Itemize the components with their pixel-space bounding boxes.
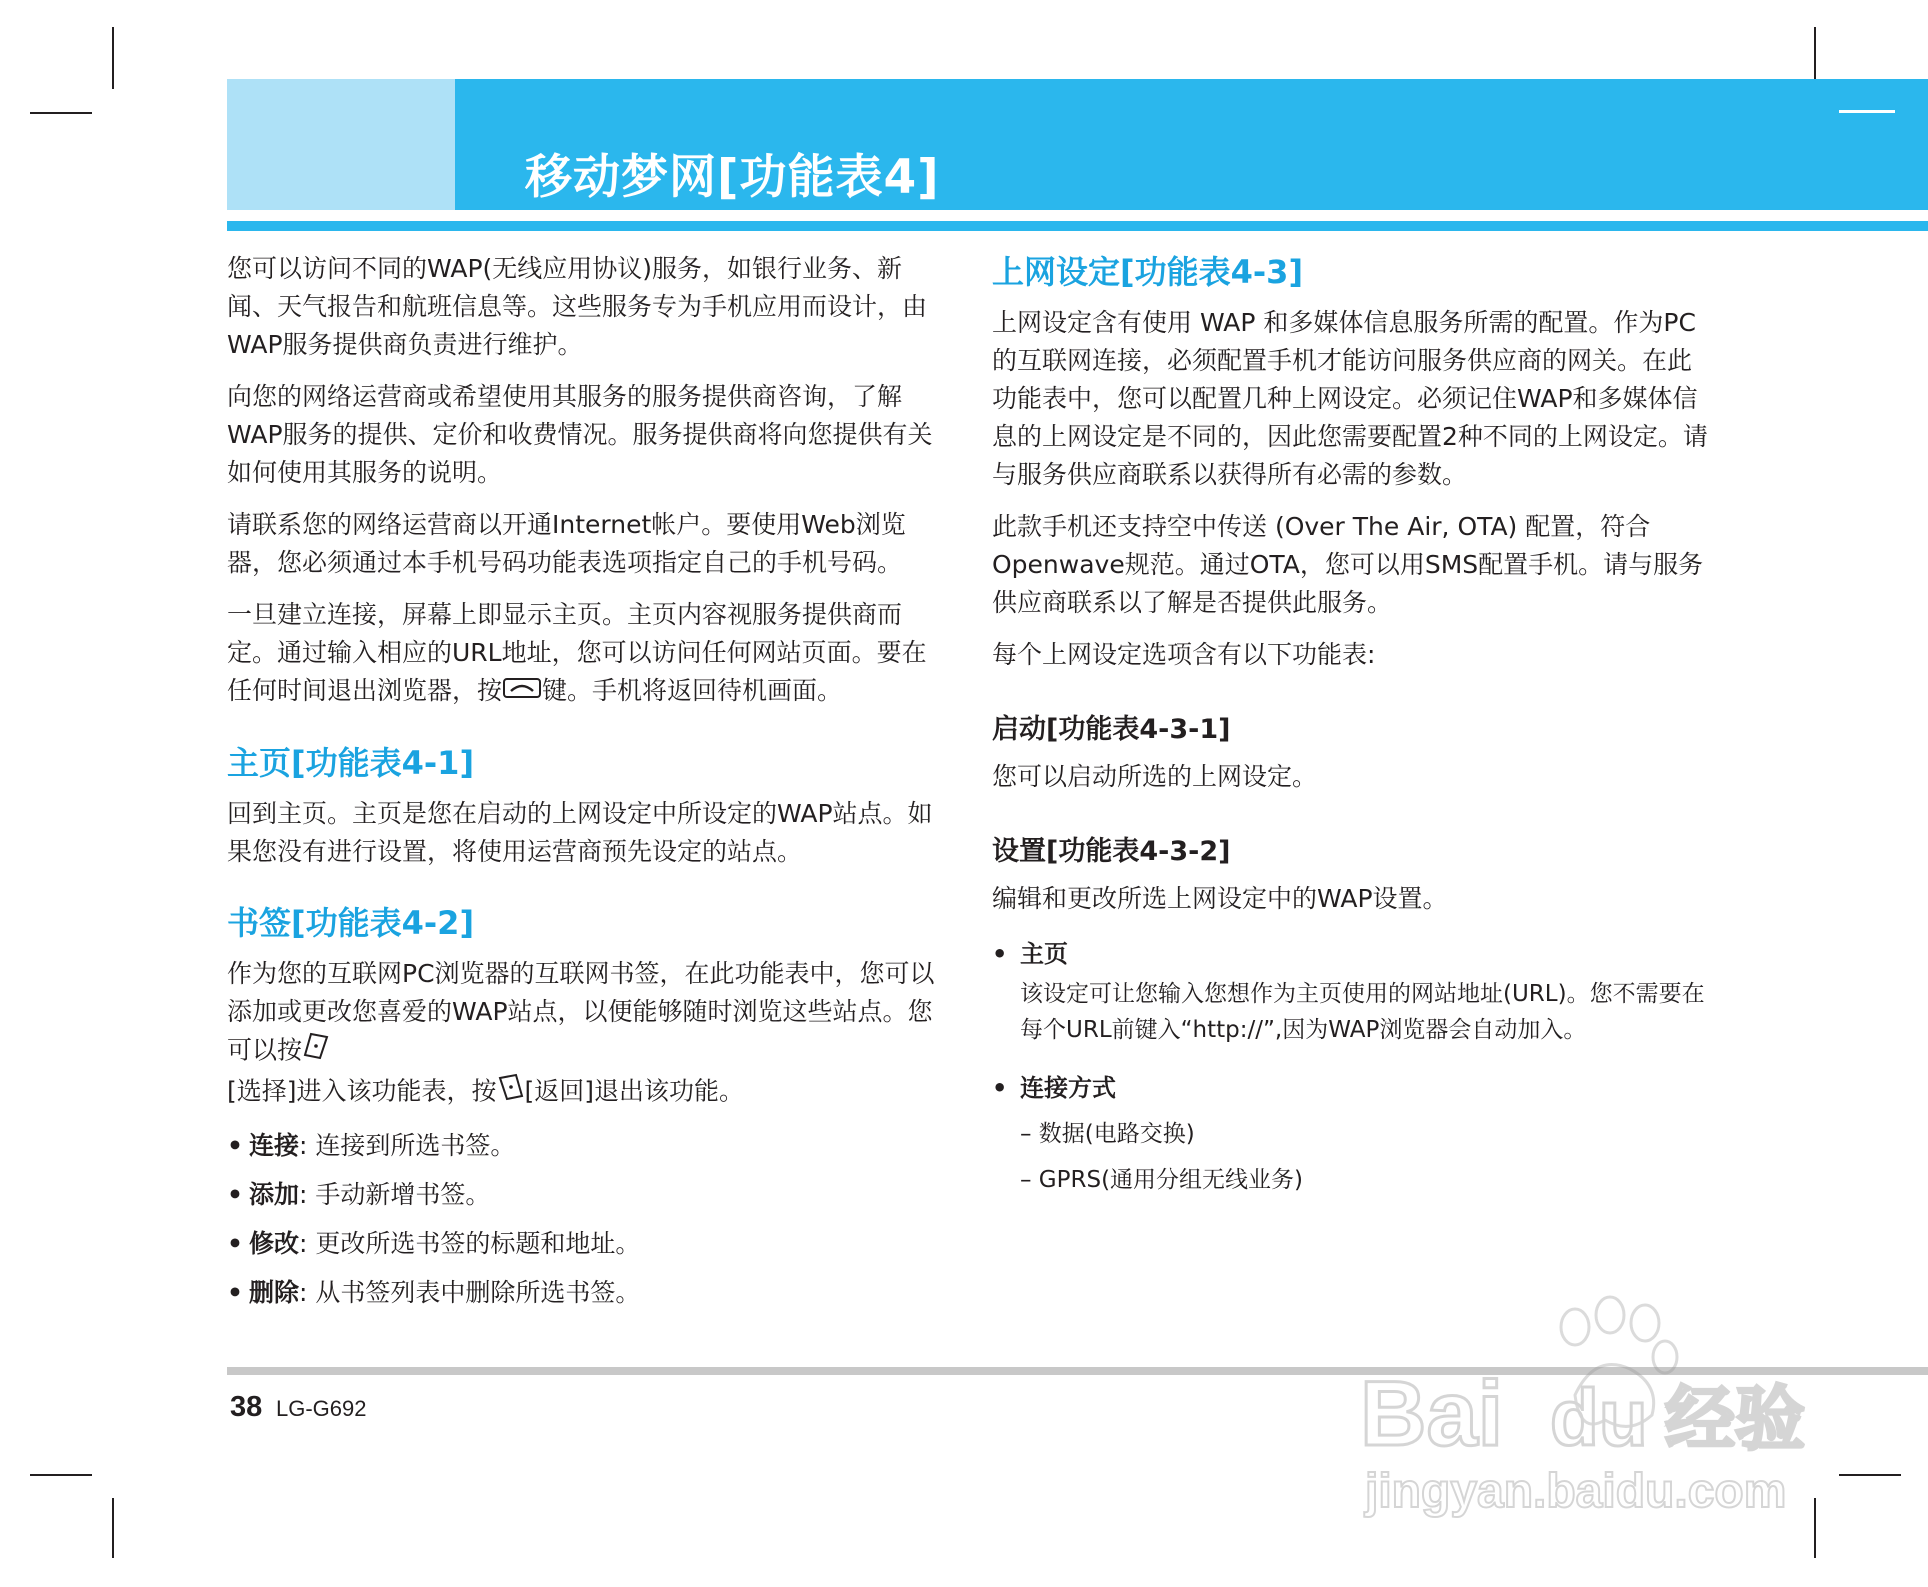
home-text: 回到主页。主页是您在启动的上网设定中所设定的WAP站点。如果您没有进行设置，将使用运营商预先设定的站点。 — [227, 799, 933, 866]
crop-mark — [1839, 1474, 1901, 1476]
text-segment: 键。手机将返回待机画面。 — [542, 676, 843, 705]
option-text: : 更改所选书签的标题和地址。 — [299, 1229, 641, 1258]
text-segment: [返回]退出该功能。 — [524, 1076, 745, 1106]
bullet-icon: • — [992, 1074, 1008, 1102]
watermark-cn: 经验 — [1665, 1378, 1805, 1460]
bullet-icon: • — [227, 1278, 243, 1307]
right-softkey-icon — [497, 1072, 525, 1113]
option-title — [992, 936, 1712, 972]
bullet-icon: • — [227, 1229, 243, 1258]
connection-item: – 数据(电路交换) — [1020, 1121, 1195, 1147]
text-segment: [选择]进入该功能表，按 — [227, 1076, 497, 1106]
option-title-text: 主页 — [1020, 940, 1068, 968]
bullet-icon: • — [227, 1131, 243, 1160]
crop-mark — [112, 1498, 114, 1558]
settings-paragraph-3: 每个上网设定选项含有以下功能表: — [992, 640, 1376, 669]
end-key-icon — [502, 673, 542, 711]
watermark-brand-2: du — [1550, 1373, 1648, 1462]
page-title: 移动梦网[功能表4] — [525, 150, 940, 205]
bookmark-heading: 书签[功能表4-2] — [227, 904, 475, 942]
option-home — [992, 936, 1712, 1048]
configure-heading: 设置[功能表4-3-2] — [992, 836, 1231, 867]
list-item — [227, 1176, 937, 1214]
page-number: 38 — [230, 1391, 263, 1423]
option-label: 添加 — [249, 1180, 300, 1209]
start-heading: 启动[功能表4-3-1] — [992, 714, 1231, 745]
baidu-watermark — [1360, 1285, 1830, 1525]
watermark-url: jingyan.baidu.com — [1365, 1465, 1787, 1518]
option-text: : 连接到所选书签。 — [299, 1131, 516, 1160]
home-heading: 主页[功能表4-1] — [227, 744, 475, 782]
settings-paragraph-1: 上网设定含有使用 WAP 和多媒体信息服务所需的配置。作为PC的互联网连接，必须配置手机才能访问服务供应商的网关。在此功能表中，您可以配置几种上网设定。必须记住WAP和多媒体信息的上网设定是不同的，因此您需要配置2种不同的上网设定。请与服务供应商联系以获得所有必需的参数。 — [992, 308, 1708, 489]
text-segment: 一旦建立连接，屏幕上即显示主页。主页内容视服务提供商而定。通过输入相应的URL地址，您可以访问任何网站页面。要在任何时间退出浏览器，按 — [227, 600, 927, 705]
right-column — [992, 250, 1712, 1198]
option-title-text: 连接方式 — [1020, 1074, 1116, 1102]
text-segment: 作为您的互联网PC浏览器的互联网书签，在此功能表中，您可以添加或更改您喜爱的WAP站点，以便能够随时浏览这些站点。您可以按 — [227, 959, 935, 1065]
bullet-icon: • — [227, 1180, 243, 1209]
bookmark-text — [227, 955, 937, 1113]
option-label: 连接 — [249, 1131, 300, 1160]
crop-mark — [30, 1474, 92, 1476]
intro-paragraph-2: 向您的网络运营商或希望使用其服务的服务提供商咨询，了解WAP服务的提供、定价和收费情况。服务提供商将向您提供有关如何使用其服务的说明。 — [227, 382, 933, 487]
left-column — [227, 250, 937, 1323]
model-name: LG-G692 — [276, 1396, 367, 1421]
crop-mark — [112, 27, 114, 89]
option-title — [992, 1070, 1712, 1106]
bookmark-options-list — [227, 1127, 937, 1312]
option-text: : 手动新增书签。 — [299, 1180, 491, 1209]
configure-text: 编辑和更改所选上网设定中的WAP设置。 — [992, 884, 1448, 913]
list-item — [227, 1274, 937, 1312]
connection-item: – GPRS(通用分组无线业务) — [1020, 1167, 1304, 1193]
option-connection — [992, 1070, 1712, 1198]
option-label: 删除 — [249, 1278, 300, 1307]
intro-paragraph-1: 您可以访问不同的WAP(无线应用协议)服务，如银行业务、新闻、天气报告和航班信息等。这些服务专为手机应用而设计，由WAP服务提供商负责进行维护。 — [227, 254, 928, 359]
option-text: : 从书签列表中删除所选书签。 — [299, 1278, 641, 1307]
option-home-text: 该设定可让您输入您想作为主页使用的网站地址(URL)。您不需要在每个URL前键入“http://”,因为WAP浏览器会自动加入。 — [1020, 981, 1705, 1043]
watermark-brand: Bai — [1360, 1363, 1504, 1465]
intro-paragraph-4 — [227, 596, 937, 711]
crop-mark — [1839, 110, 1895, 113]
crop-mark — [30, 112, 92, 114]
list-item — [227, 1127, 937, 1165]
left-softkey-icon — [302, 1031, 330, 1072]
settings-paragraph-2: 此款手机还支持空中传送 (Over The Air, OTA) 配置，符合Openwave规范。通过OTA，您可以用SMS配置手机。请与服务供应商联系以了解是否提供此服务。 — [992, 512, 1704, 617]
header-band-light — [227, 79, 455, 210]
settings-section-heading: 上网设定[功能表4-3] — [992, 253, 1304, 291]
intro-paragraph-3: 请联系您的网络运营商以开通Internet帐户。要使用Web浏览器，您必须通过本手机号码功能表选项指定自己的手机号码。 — [227, 510, 906, 577]
bullet-icon: • — [992, 940, 1008, 968]
list-item — [227, 1225, 937, 1263]
header-rule — [227, 221, 1928, 231]
start-text: 您可以启动所选的上网设定。 — [992, 762, 1318, 791]
option-label: 修改 — [249, 1229, 300, 1258]
